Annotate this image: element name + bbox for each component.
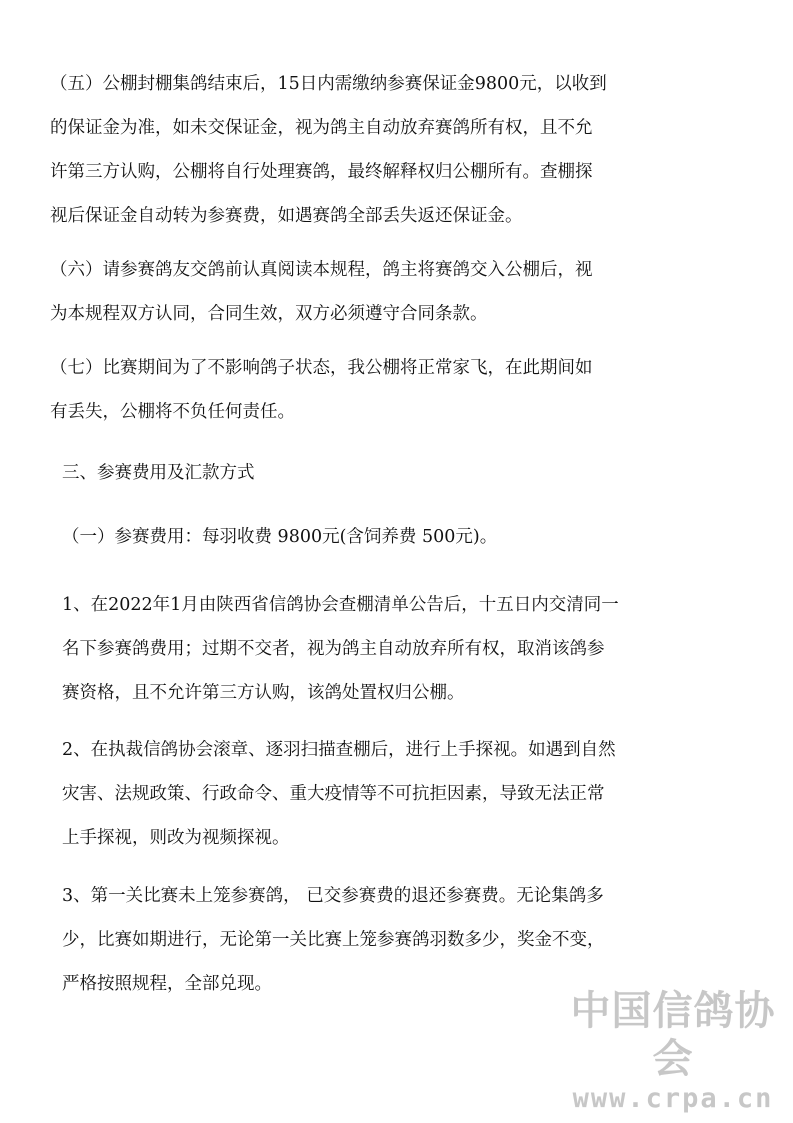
paragraph-line: （七）比赛期间为了不影响鸽子状态，我公棚将正常家飞，在此期间如 xyxy=(50,358,593,378)
paragraph-line: （五）公棚封棚集鸽结束后，15日内需缴纳参赛保证金9800元，以收到 xyxy=(50,74,607,94)
paragraph-line: 2、在执裁信鸽协会滚章、逐羽扫描查棚后，进行上手探视。如遇到自然 xyxy=(62,740,616,760)
paragraph-line: 有丢失，公棚将不负任何责任。 xyxy=(50,402,295,422)
paragraph-line: 灾害、法规政策、行政命令、重大疫情等不可抗拒因素，导致无法正常 xyxy=(62,784,605,804)
item-1 xyxy=(62,583,702,715)
watermark xyxy=(563,987,783,1115)
paragraph-line: 赛资格，且不允许第三方认购，该鸽处置权归公棚。 xyxy=(62,683,465,703)
paragraph-7 xyxy=(50,346,690,434)
paragraph-line: 的保证金为准，如未交保证金，视为鸽主自动放弃赛鸽所有权，且不允 xyxy=(50,118,593,138)
fee-line: （一）参赛费用：每羽收费 9800元(含饲养费 500元)。 xyxy=(62,527,498,547)
paragraph-line: 许第三方认购，公棚将自行处理赛鸽，最终解释权归公棚所有。查棚探 xyxy=(50,162,593,182)
paragraph-line: 少，比赛如期进行，无论第一关比赛上笼参赛鸽羽数多少，奖金不变， xyxy=(62,930,605,950)
paragraph-line: （六）请参赛鸽友交鸽前认真阅读本规程，鸽主将赛鸽交入公棚后，视 xyxy=(50,260,593,280)
paragraph-line: 1、在2022年1月由陕西省信鸽协会查棚清单公告后，十五日内交清同一 xyxy=(62,595,619,615)
paragraph-line: 严格按照规程，全部兑现。 xyxy=(62,974,272,994)
paragraph-line: 3、第一关比赛未上笼参赛鸽， 已交参赛费的退还参赛费。无论集鸽多 xyxy=(62,886,604,906)
paragraph-line: 名下参赛鸽费用；过期不交者，视为鸽主自动放弃所有权，取消该鸽参 xyxy=(62,639,605,659)
watermark-url: www.crpa.cn xyxy=(572,1083,774,1114)
item-2 xyxy=(62,728,702,860)
section-heading: 三、参赛费用及汇款方式 xyxy=(62,463,255,483)
paragraph-6 xyxy=(50,248,690,336)
watermark-name: 中国信鸽协会 xyxy=(570,988,776,1082)
paragraph-line: 上手探视，则改为视频探视。 xyxy=(62,828,290,848)
paragraph-line: 视后保证金自动转为参赛费，如遇赛鸽全部丢失返还保证金。 xyxy=(50,206,523,226)
paragraph-line: 为本规程双方认同，合同生效，双方必须遵守合同条款。 xyxy=(50,304,488,324)
paragraph-5 xyxy=(50,62,690,238)
